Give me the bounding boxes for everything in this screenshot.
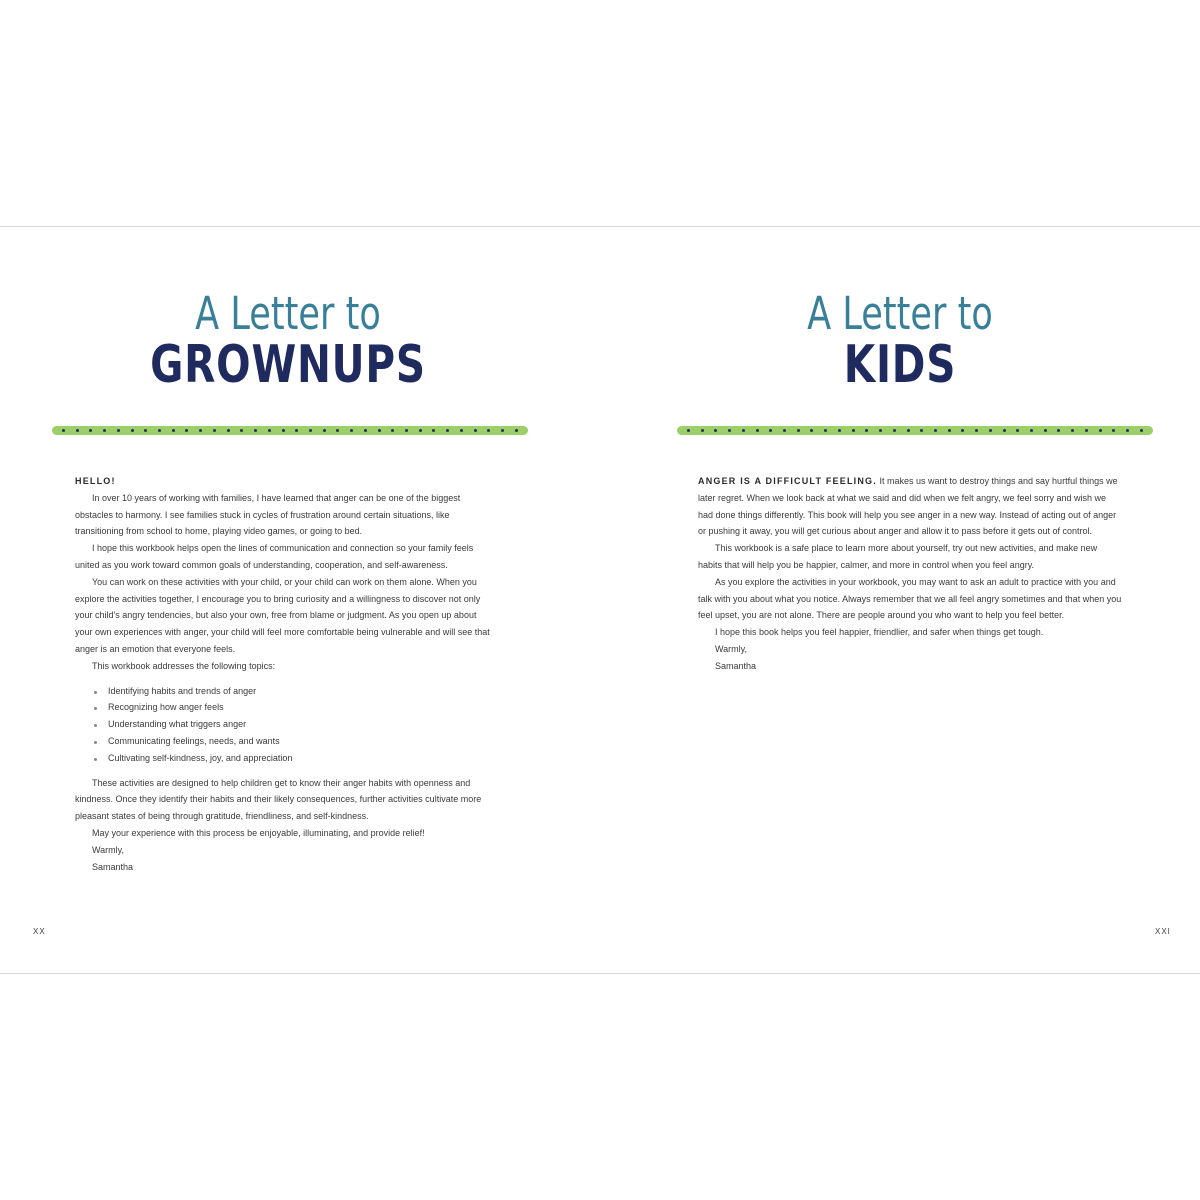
divider-dot: [756, 429, 759, 432]
divider-dot: [1016, 429, 1019, 432]
signature: Samantha: [92, 861, 134, 872]
divider-dot: [213, 429, 216, 432]
left-title-line2: GROWNUPS: [150, 335, 426, 395]
divider-dot: [268, 429, 271, 432]
divider-dot: [282, 429, 285, 432]
divider-dot: [323, 429, 326, 432]
page-number: XX: [33, 927, 46, 936]
topic-item: Communicating feelings, needs, and wants: [75, 733, 493, 750]
divider-dot: [687, 429, 690, 432]
divider-dot: [378, 429, 381, 432]
divider-dot: [227, 429, 230, 432]
divider-dot: [989, 429, 992, 432]
divider-dot: [62, 429, 65, 432]
paragraph: You can work on these activities with your child, or your child can work on them alone. When you explore the activities together, I encourage you to bring curiosity and a willingness to discover not only your child's angry tendencies, but also your own, free from blame or judgment. As you open up about your own experiences with anger, your child will feel more comfortable being vulnerable and will see that anger is an emotion that everyone feels.: [75, 576, 490, 654]
divider-dot: [432, 429, 435, 432]
topic-item: Identifying habits and trends of anger: [75, 683, 493, 700]
divider-dot: [131, 429, 134, 432]
divider-dot: [172, 429, 175, 432]
divider-dot: [810, 429, 813, 432]
left-page: [0, 227, 600, 973]
divider-dot: [701, 429, 704, 432]
divider-dot: [961, 429, 964, 432]
divider-dot: [144, 429, 147, 432]
right-title-line2: KIDS: [843, 335, 957, 395]
divider-dot: [1071, 429, 1074, 432]
divider-dot: [254, 429, 257, 432]
divider-dot: [391, 429, 394, 432]
divider-dot: [920, 429, 923, 432]
left-dotted-divider: [52, 426, 528, 435]
divider-dot: [295, 429, 298, 432]
divider-dot: [350, 429, 353, 432]
divider-dot: [1140, 429, 1143, 432]
divider-dot: [336, 429, 339, 432]
divider-dot: [1057, 429, 1060, 432]
right-title-line1: A Letter to: [807, 287, 993, 340]
paragraph: In over 10 years of working with families, I have learned that anger can be one of the biggest obstacles to harmony. I see families stuck in cycles of frustration around certain situations, like transitioning from school to home, playing video games, or going to bed.: [75, 492, 461, 537]
divider-dot: [501, 429, 504, 432]
divider-dot: [158, 429, 161, 432]
lead-text: ANGER IS A DIFFICULT FEELING.: [698, 476, 877, 486]
topic-item: Understanding what triggers anger: [75, 716, 493, 733]
divider-dot: [405, 429, 408, 432]
left-letter-body: [75, 473, 493, 875]
divider-dot: [824, 429, 827, 432]
divider-dot: [474, 429, 477, 432]
divider-dot: [309, 429, 312, 432]
divider-dot: [714, 429, 717, 432]
divider-dot: [948, 429, 951, 432]
signoff: Warmly,: [92, 844, 124, 855]
divider-dot: [893, 429, 896, 432]
signature: Samantha: [715, 660, 757, 671]
topic-item: Recognizing how anger feels: [75, 699, 493, 716]
divider-dot: [103, 429, 106, 432]
divider-dot: [487, 429, 490, 432]
divider-dot: [364, 429, 367, 432]
divider-dot: [1030, 429, 1033, 432]
divider-dot: [460, 429, 463, 432]
divider-dot: [1126, 429, 1129, 432]
left-title-line1: A Letter to: [195, 287, 381, 340]
divider-dot: [1044, 429, 1047, 432]
divider-dot: [865, 429, 868, 432]
signoff: Warmly,: [715, 643, 747, 654]
paragraph: As you explore the activities in your workbook, you may want to ask an adult to practice with you and talk with you about what you notice. Always remember that we all feel angry sometimes and that when you feel upset, you are not alone. There are people around you who want to help you feel better.: [698, 576, 1122, 621]
divider-dot: [797, 429, 800, 432]
right-dotted-divider: [677, 426, 1153, 435]
divider-dot: [515, 429, 518, 432]
divider-dot: [769, 429, 772, 432]
right-letter-body: [698, 473, 1122, 675]
divider-dot: [975, 429, 978, 432]
divider-dot: [742, 429, 745, 432]
divider-dot: [1085, 429, 1088, 432]
divider-dot: [1003, 429, 1006, 432]
paragraph: This workbook is a safe place to learn more about yourself, try out new activities, and make new habits that will help you be happier, calmer, and more in control when you feel angry.: [698, 543, 1098, 570]
divider-dot: [1112, 429, 1115, 432]
divider-dot: [117, 429, 120, 432]
divider-dot: [783, 429, 786, 432]
divider-dot: [199, 429, 202, 432]
paragraph: I hope this book helps you feel happier, friendlier, and safer when things get tough.: [715, 627, 1044, 638]
divider-dot: [76, 429, 79, 432]
lead-rest: It makes us want to destroy things and say hurtful things we later regret. When we look back at what we said and did when we felt angry, we feel sorry and wish we had done things differently. This book will help you see anger in a new way. Instead of acting out of anger or pushing it away, you will get curious about anger and allow it to pass before it gets out of control.: [698, 476, 1118, 537]
paragraph: These activities are designed to help children get to know their anger habits with openness and kindness. Once they identify their habits and their likely consequences, further activities cultivate more pleasant states of being through gratitude, friendliness, and self-kindness.: [75, 777, 482, 822]
topics-list: [75, 683, 493, 767]
divider-dot: [852, 429, 855, 432]
paragraph: May your experience with this process be enjoyable, illuminating, and provide relief!: [92, 827, 425, 838]
divider-dot: [446, 429, 449, 432]
right-page: [600, 227, 1200, 973]
paragraph: This workbook addresses the following topics:: [92, 660, 276, 671]
divider-dot: [1099, 429, 1102, 432]
divider-dot: [838, 429, 841, 432]
divider-dot: [240, 429, 243, 432]
divider-dot: [934, 429, 937, 432]
divider-dot: [907, 429, 910, 432]
divider-dot: [89, 429, 92, 432]
lead-paragraph: [698, 473, 1122, 540]
divider-dot: [879, 429, 882, 432]
topic-item: Cultivating self-kindness, joy, and appreciation: [75, 750, 493, 767]
divider-dot: [185, 429, 188, 432]
divider-dot: [728, 429, 731, 432]
divider-dot: [419, 429, 422, 432]
book-spread: [0, 226, 1200, 974]
page-number: XXI: [1155, 927, 1171, 936]
paragraph: I hope this workbook helps open the lines of communication and connection so your family feels united as you work toward common goals of understanding, cooperation, and self-awareness.: [75, 543, 474, 570]
greeting: HELLO!: [75, 476, 116, 486]
